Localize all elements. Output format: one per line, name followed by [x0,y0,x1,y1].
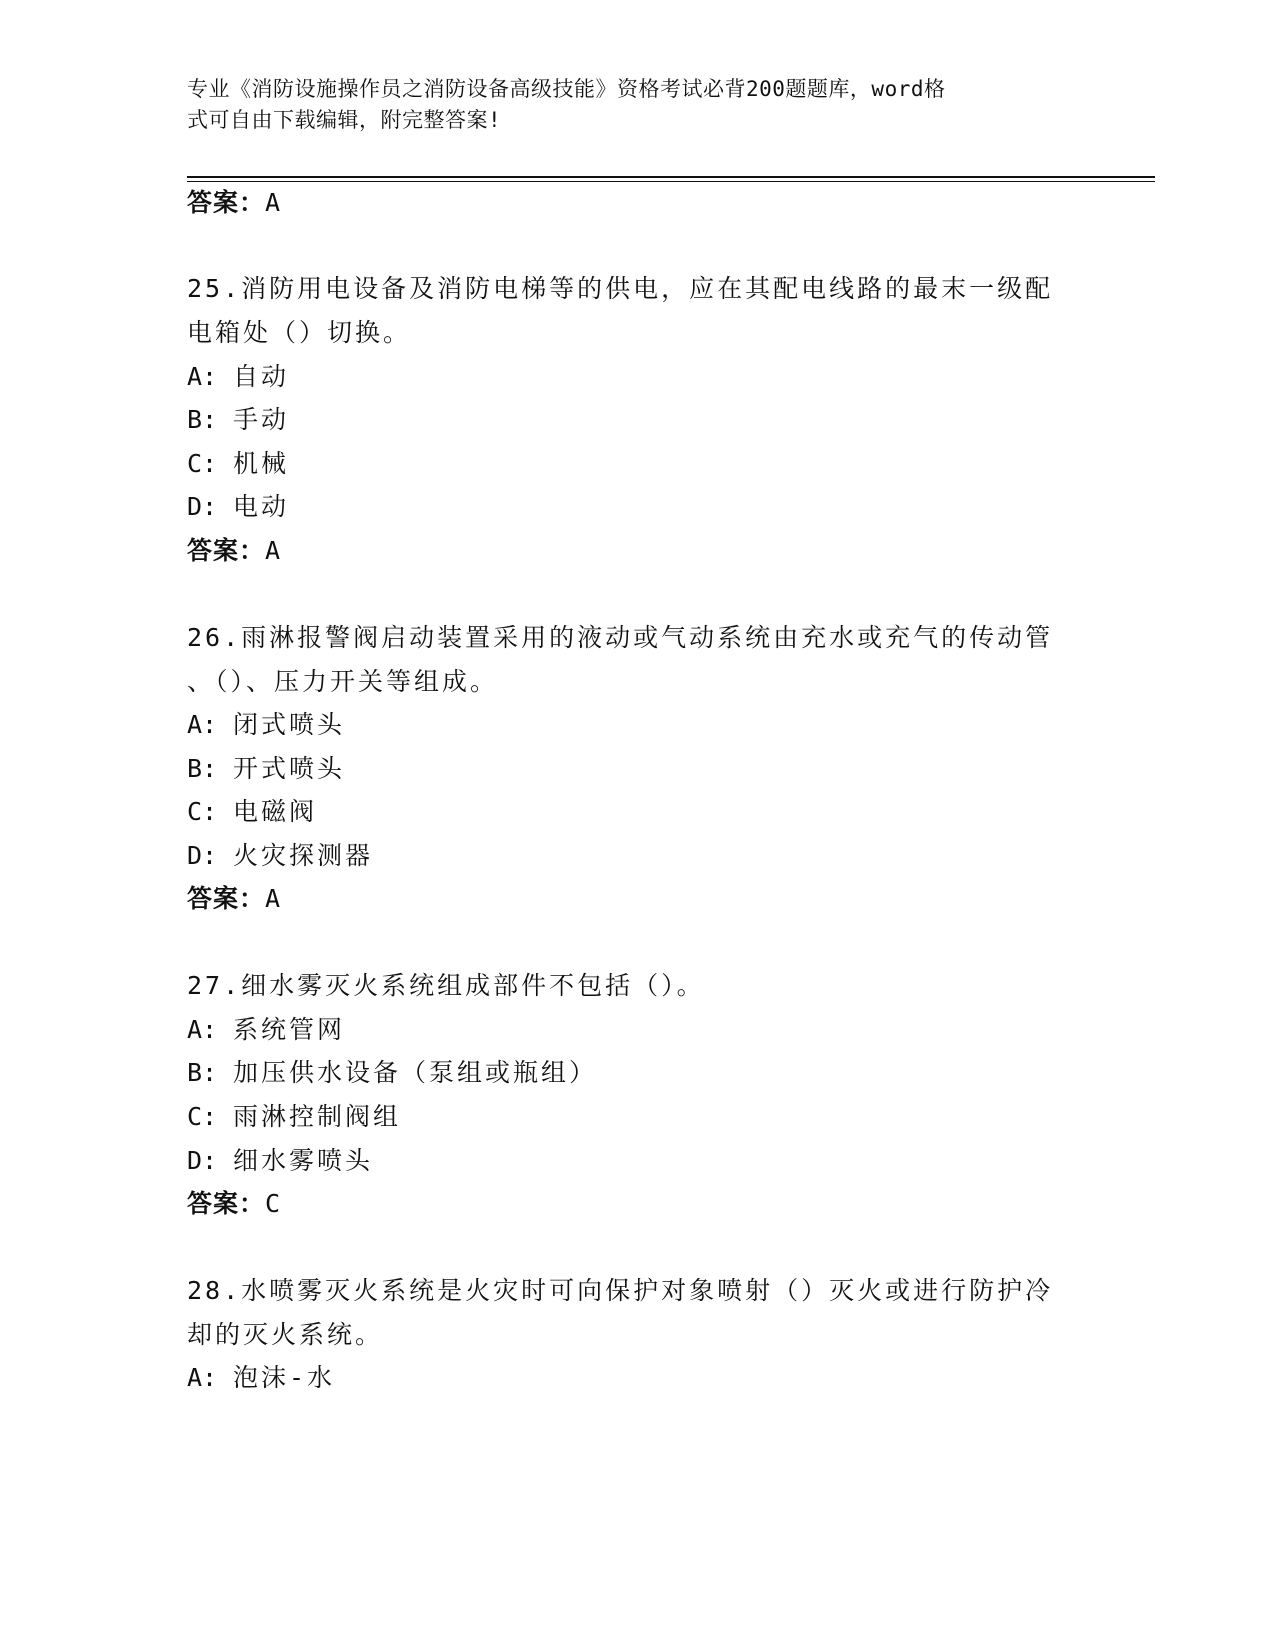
option-key: C: [187,797,218,826]
option-d [187,492,289,522]
answer-label: 答案： [187,188,266,217]
option-text: 手动 [233,405,290,434]
option-key: C: [187,449,218,478]
option-key: D: [187,1146,218,1175]
option-a [187,362,289,392]
header-line-2: 式可自由下载编辑，附完整答案! [187,108,502,132]
answer-label: 答案： [187,1189,266,1218]
question-stem-line-2: 、（）、压力开关等组成。 [187,667,499,696]
option-d [187,841,373,871]
answer-line [187,1189,281,1219]
option-text: 细水雾喷头 [233,1146,374,1175]
option-text: 火灾探测器 [233,841,374,870]
option-text: 开式喷头 [233,754,346,783]
option-c [187,449,289,479]
option-text: 系统管网 [233,1015,346,1044]
answer-value: A [265,536,282,565]
option-text: 加压供水设备（泵组或瓶组） [233,1058,598,1087]
option-key: D: [187,492,218,521]
option-b [187,754,345,784]
option-text: 电磁阀 [233,797,318,826]
option-key: B: [187,405,218,434]
option-d [187,1146,373,1176]
option-key: D: [187,841,218,870]
option-b [187,1058,597,1088]
option-text: 雨淋控制阀组 [233,1102,402,1131]
option-key: B: [187,1058,218,1087]
question-stem-line-1: 25.消防用电设备及消防电梯等的供电，应在其配电线路的最末一级配 [187,274,1054,303]
document-header [187,74,1087,136]
option-c [187,1102,401,1132]
option-key: C: [187,1102,218,1131]
option-a [187,1015,345,1045]
option-key: B: [187,754,218,783]
option-key: A: [187,1363,218,1392]
option-key: A: [187,1015,218,1044]
header-line-1: 专业《消防设施操作员之消防设备高级技能》资格考试必背200题题库，word格 [187,77,946,101]
option-a [187,710,345,740]
option-key: A: [187,710,218,739]
option-text: 自动 [233,362,290,391]
answer-value: A [265,884,282,913]
answer-line [187,884,281,914]
question-stem-line-1: 27.细水雾灭火系统组成部件不包括（）。 [187,971,705,1000]
option-text: 闭式喷头 [233,710,346,739]
answer-value: A [265,188,282,217]
option-b [187,405,289,435]
option-text: 泡沫-水 [233,1363,336,1392]
question-stem-line-1: 26.雨淋报警阀启动装置采用的液动或气动系统由充水或充气的传动管 [187,623,1054,652]
option-a [187,1363,335,1393]
question-stem-line-2: 电箱处（）切换。 [187,318,412,347]
header-divider-thin [187,181,1155,182]
answer-label: 答案： [187,536,266,565]
answer-label: 答案： [187,884,266,913]
answer-value: C [265,1189,282,1218]
option-c [187,797,317,827]
option-text: 电动 [233,492,290,521]
question-stem-line-2: 却的灭火系统。 [187,1320,384,1349]
answer-line [187,536,281,566]
answer-line [187,188,281,218]
option-key: A: [187,362,218,391]
header-divider-thick [187,176,1155,178]
option-text: 机械 [233,449,290,478]
question-stem-line-1: 28.水喷雾灭火系统是火灾时可向保护对象喷射（）灭火或进行防护冷 [187,1276,1054,1305]
